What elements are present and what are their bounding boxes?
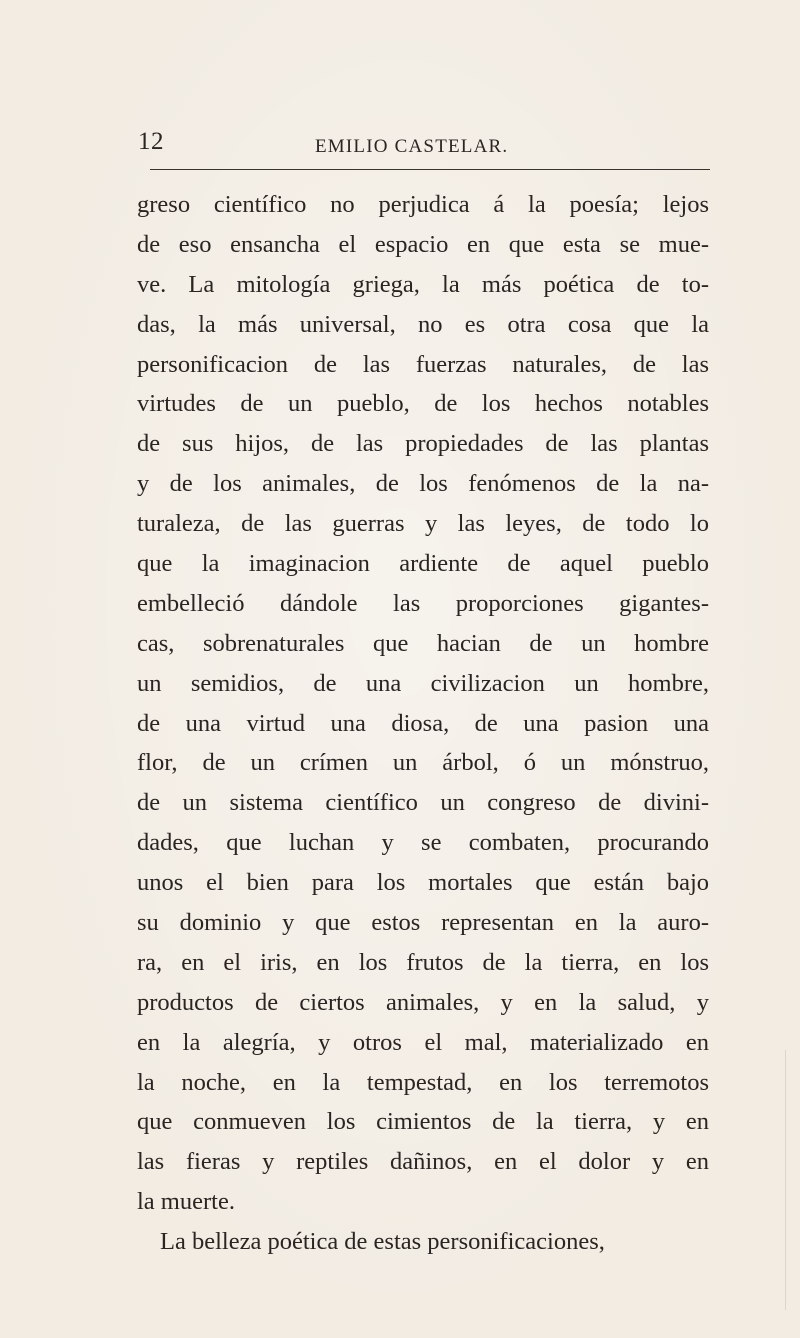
text-line: las fieras y reptiles dañinos, en el dolor y en <box>137 1148 709 1176</box>
text-line: de sus hijos, de las propiedades de las plantas <box>137 430 709 458</box>
text-line: unos el bien para los mortales que están bajo <box>137 869 709 897</box>
text-line: ve. La mitología griega, la más poética de to- <box>137 270 709 298</box>
running-title: EMILIO CASTELAR. <box>315 136 509 157</box>
text-line: su dominio y que estos representan en la auro- <box>137 909 709 937</box>
text-line: que conmueven los cimientos de la tierra, y en <box>137 1108 709 1136</box>
text-line: turaleza, de las guerras y las leyes, de todo lo <box>137 510 709 538</box>
text-line: cas, sobrenaturales que hacian de un hombre <box>137 629 709 657</box>
header-rule <box>150 169 710 170</box>
running-head <box>138 118 713 162</box>
text-line: la noche, en la tempestad, en los terremotos <box>137 1068 709 1096</box>
text-line: dades, que luchan y se combaten, procurando <box>137 829 709 857</box>
text-line: un semidios, de una civilizacion un hombre, <box>137 669 709 697</box>
text-line: y de los animales, de los fenómenos de la na- <box>137 470 709 498</box>
text-line: productos de ciertos animales, y en la salud, y <box>137 988 709 1016</box>
text-line: de eso ensancha el espacio en que esta se mue- <box>137 230 709 258</box>
page-edge-shadow <box>785 1050 786 1310</box>
text-line: de una virtud una diosa, de una pasion una <box>137 709 709 737</box>
text-line: embelleció dándole las proporciones gigantes- <box>137 589 709 617</box>
text-line: ra, en el iris, en los frutos de la tierra, en los <box>137 948 709 976</box>
text-line-paragraph-start: La belleza poética de estas personificaciones, <box>160 1228 605 1256</box>
text-line-paragraph-end: la muerte. <box>137 1188 235 1216</box>
text-line: virtudes de un pueblo, de los hechos notables <box>137 390 709 418</box>
text-line: de un sistema científico un congreso de divini- <box>137 789 709 817</box>
text-line: greso científico no perjudica á la poesía; lejos <box>137 191 709 218</box>
text-line: personificacion de las fuerzas naturales, de las <box>137 350 709 378</box>
text-line: que la imaginacion ardiente de aquel pueblo <box>137 550 709 578</box>
text-line: das, la más universal, no es otra cosa que la <box>137 310 709 338</box>
page-number: 12 <box>138 128 164 155</box>
text-line: en la alegría, y otros el mal, materializado en <box>137 1028 709 1056</box>
text-line: flor, de un crímen un árbol, ó un mónstruo, <box>137 749 709 777</box>
body-text <box>137 185 709 1262</box>
